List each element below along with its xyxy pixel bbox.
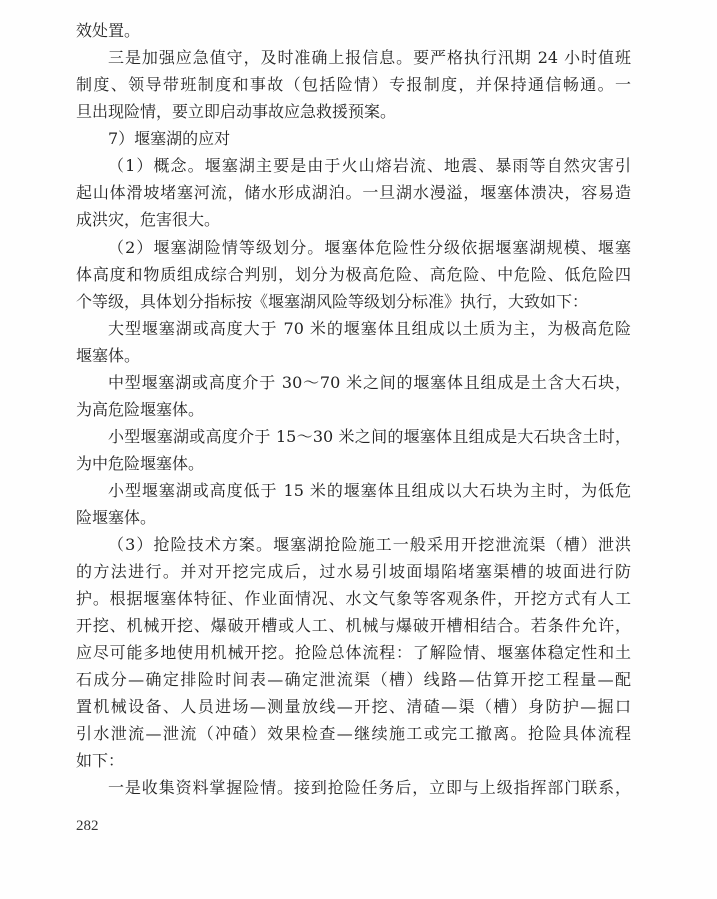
text-line: 应尽可能多地使用机械开挖。抢险总体流程：了解险情、堰塞体稳定性和土 (76, 643, 631, 662)
text-line: 险堰塞体。 (76, 508, 157, 527)
text-line: 大型堰塞湖或高度大于 70 米的堰塞体且组成以土质为主，为极高危险 (108, 319, 631, 338)
text-line: （1）概念。堰塞湖主要是由于火山熔岩流、地震、暴雨等自然灾害引 (108, 156, 631, 175)
text-line: 石成分—确定排险时间表—确定泄流渠（槽）线路—估算开挖工程量—配 (76, 670, 631, 689)
text-line: 成洪灾，危害很大。 (76, 210, 221, 229)
page-number: 282 (76, 818, 99, 834)
text-line: 个等级，具体划分指标按《堰塞湖风险等级划分标准》执行，大致如下： (76, 292, 589, 311)
text-line: 置机械设备、人员进场—测量放线—开挖、清碴—渠（槽）身防护—掘口 (76, 697, 631, 716)
text-line: 小型堰塞湖或高度低于 15 米的堰塞体且组成以大石块为主时，为低危 (108, 481, 631, 500)
text-line: 开挖、机械开挖、爆破开槽或人工、机械与爆破开槽相结合。若条件允许， (76, 616, 631, 635)
text-line: 中型堰塞湖或高度介于 30～70 米之间的堰塞体且组成是土含大石块， (108, 373, 631, 392)
text-line: 起山体滑坡堵塞河流，储水形成湖泊。一旦湖水漫溢，堰塞体溃决，容易造 (76, 183, 631, 202)
text-line: 为中危险堰塞体。 (76, 454, 205, 473)
text-line: 小型堰塞湖或高度介于 15～30 米之间的堰塞体且组成是大石块含土时， (108, 427, 631, 446)
text-line: （3）抢险技术方案。堰塞湖抢险施工一般采用开挖泄流渠（槽）泄洪 (108, 535, 631, 554)
section-heading: 7）堰塞湖的应对 (108, 129, 231, 148)
text-line: 旦出现险情，要立即启动事故应急救援预案。 (76, 102, 397, 121)
text-line: 为高危险堰塞体。 (76, 400, 205, 419)
text-line: 如下： (76, 751, 125, 770)
text-line: 堰塞体。 (76, 346, 141, 365)
text-line: 引水泄流—泄流（冲碴）效果检查—继续施工或完工撤离。抢险具体流程 (76, 724, 631, 743)
text-line: 制度、领导带班制度和事故（包括险情）专报制度，并保持通信畅通。一 (76, 75, 631, 94)
text-line: 一是收集资料掌握险情。接到抢险任务后，立即与上级指挥部门联系， (108, 778, 631, 797)
text-line: 三是加强应急值守，及时准确上报信息。要严格执行汛期 24 小时值班 (108, 48, 631, 67)
text-line: 体高度和物质组成综合判别，划分为极高危险、高危险、中危险、低危险四 (76, 265, 631, 284)
text-line: （2）堰塞湖险情等级划分。堰塞体危险性分级依据堰塞湖规模、堰塞 (108, 238, 631, 257)
text-line: 效处置。 (76, 21, 141, 40)
text-line: 的方法进行。并对开挖完成后，过水易引坡面塌陷堵塞渠槽的坡面进行防 (76, 562, 631, 581)
text-line: 护。根据堰塞体特征、作业面情况、水文气象等客观条件，开挖方式有人工 (76, 589, 631, 608)
